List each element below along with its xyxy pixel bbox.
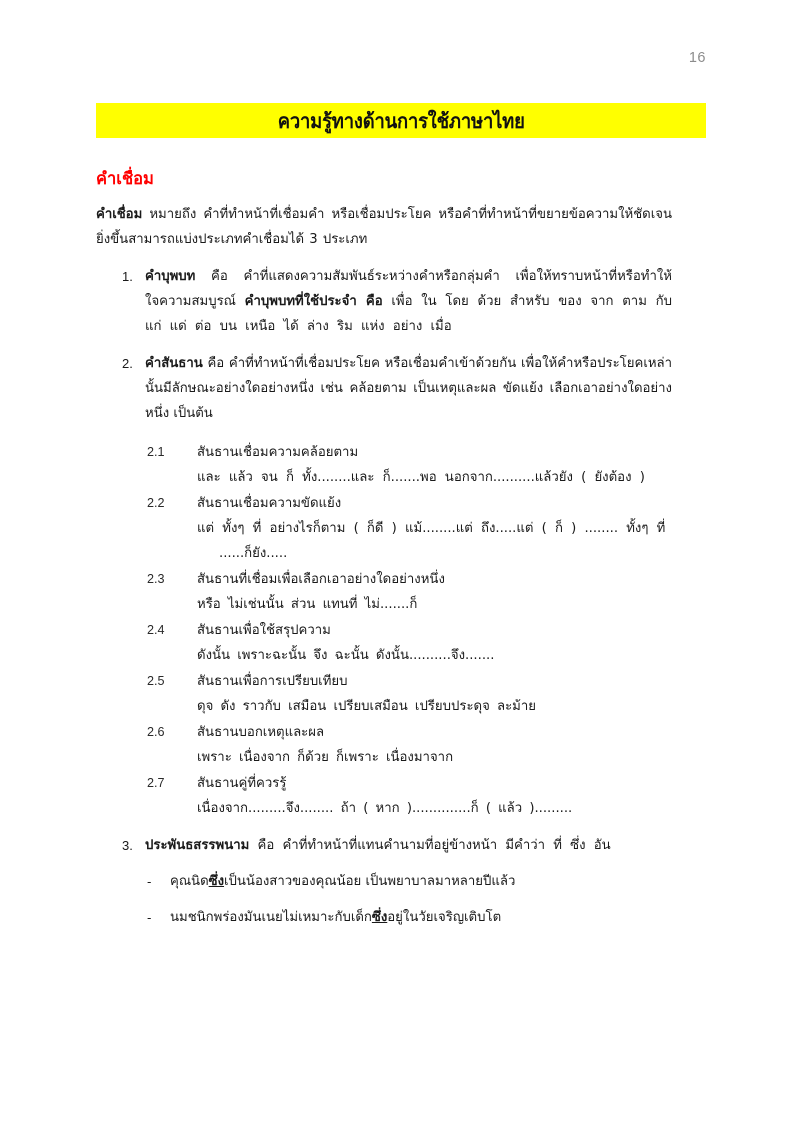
intro-body: หมายถึง คำที่ทำหน้าที่เชื่อมคำ หรือเชื่อมประโยค หรือคำที่ทำหน้าที่ขยายข้อความให้ชัดเจน ยิ่งขึ้นสามารถแบ่งประเภทคำเชื่อมได้ 3 ประเภท bbox=[96, 207, 672, 247]
dash-bullet-icon: - bbox=[147, 910, 152, 925]
section-heading: คำเชื่อม bbox=[96, 169, 154, 188]
sub-item-marker: 2.5 bbox=[147, 674, 165, 688]
example-sentence-1 bbox=[96, 869, 672, 894]
sub-item-2-7 bbox=[96, 771, 672, 821]
item-term: คำสันธาน bbox=[145, 356, 203, 371]
sentence-emphasis: ซึ่ง bbox=[208, 874, 225, 889]
sub-item-2-2 bbox=[96, 491, 672, 566]
sub-item-examples: แต่ ทั้งๆ ที่ อย่างไรก็ตาม ( ก็ดี ) แม้........แต่ ถึง.....แต่ ( ก็ ) ........ ทั้งๆ ที่ bbox=[197, 521, 666, 536]
sentence-part-before: นมชนิกพร่องมันเนยไม่เหมาะกับเด็ก bbox=[170, 910, 372, 925]
example-sentence-2 bbox=[96, 905, 672, 930]
sub-item-marker: 2.1 bbox=[147, 445, 165, 459]
sub-item-title: สันธานคู่ที่ควรรู้ bbox=[197, 776, 287, 791]
example-sentence-text bbox=[170, 869, 672, 894]
dash-bullet-icon: - bbox=[147, 874, 152, 889]
banner-title: ความรู้ทางด้านการใช้ภาษาไทย bbox=[277, 108, 525, 133]
sub-item-2-1 bbox=[96, 440, 672, 490]
sub-item-title: สันธานเพื่อใช้สรุปความ bbox=[197, 623, 331, 638]
numbered-item-2 bbox=[96, 351, 672, 426]
sub-item-title: สันธานที่เชื่อมเพื่อเลือกเอาอย่างใดอย่างหนึ่ง bbox=[197, 572, 445, 587]
sentence-part-before: คุณนิด bbox=[170, 874, 209, 889]
item-body bbox=[145, 833, 672, 858]
item-term: ประพันธสรรพนาม bbox=[145, 838, 250, 853]
sub-item-marker: 2.2 bbox=[147, 496, 165, 510]
example-sentence-list bbox=[96, 869, 672, 930]
sub-item-2-5 bbox=[96, 669, 672, 719]
page-number: 16 bbox=[688, 50, 706, 66]
sub-item-title: สันธานเชื่อมความคล้อยตาม bbox=[197, 445, 359, 460]
sub-item-examples: ดังนั้น เพราะฉะนั้น จึง ฉะนั้น ดังนั้น..........จึง....... bbox=[197, 648, 495, 663]
item-subterm: คำบุพบทที่ใช้ประจำ คือ bbox=[244, 294, 383, 309]
item-body bbox=[145, 351, 672, 426]
sub-item-marker: 2.7 bbox=[147, 776, 165, 790]
item-term: คำบุพบท bbox=[145, 269, 196, 284]
sentence-part-after: อยู่ในวัยเจริญเติบโต bbox=[387, 910, 502, 925]
sub-item-marker: 2.3 bbox=[147, 572, 165, 586]
sub-item-title: สันธานเพื่อการเปรียบเทียบ bbox=[197, 674, 348, 689]
item-definition: คือ คำที่แสดงความสัมพันธ์ระหว่างคำหรือกลุ่มคำ เพื่อให้ทราบหน้าที่หรือทำให้ใจความสมบูรณ์ bbox=[145, 269, 672, 309]
sub-item-examples: ดุจ ดัง ราวกับ เสมือน เปรียบเสมือน เปรียบประดุจ ละม้าย bbox=[197, 699, 537, 714]
item-definition: คือ คำที่ทำหน้าที่เชื่อมประโยค หรือเชื่อมคำเข้าด้วยกัน เพื่อให้คำหรือประโยคเหล่านั้นมีลักษณะอย่างใดอย่างหนึ่ง เช่น คล้อยตาม เป็นเหตุและผล ขัดแย้ง เลือกเอาอย่างใดอย่างหนึ่ง เป็นต้น bbox=[145, 356, 672, 421]
sub-item-2-4 bbox=[96, 618, 672, 668]
item-marker: 2. bbox=[122, 356, 133, 371]
example-sentence-text bbox=[170, 905, 672, 930]
numbered-item-1 bbox=[96, 264, 672, 339]
numbered-item-3 bbox=[96, 833, 672, 858]
sub-item-title: สันธานเชื่อมความขัดแย้ง bbox=[197, 496, 342, 511]
sub-item-list bbox=[96, 440, 672, 821]
sub-item-2-3 bbox=[96, 567, 672, 617]
intro-paragraph bbox=[96, 202, 672, 252]
intro-lead-term: คำเชื่อม bbox=[96, 207, 143, 222]
sub-item-examples: และ แล้ว จน ก็ ทั้ง........และ ก็.......พอ นอกจาก..........แล้วยัง ( ยังต้อง ) bbox=[197, 470, 645, 485]
sub-item-examples: เพราะ เนื่องจาก ก็ด้วย ก็เพราะ เนื่องมาจาก bbox=[197, 750, 454, 765]
sentence-emphasis: ซึ่ง bbox=[371, 910, 388, 925]
sub-item-examples-continued: ......ก็ยัง..... bbox=[219, 546, 288, 561]
item-marker: 1. bbox=[122, 269, 133, 284]
document-content bbox=[96, 168, 672, 930]
sub-item-examples: หรือ ไม่เช่นนั้น ส่วน แทนที่ ไม่.......ก็ bbox=[197, 597, 418, 612]
sub-item-marker: 2.4 bbox=[147, 623, 165, 637]
sentence-part-after: เป็นน้องสาวของคุณน้อย เป็นพยาบาลมาหลายปีแล้ว bbox=[224, 874, 516, 889]
item-body bbox=[145, 264, 672, 339]
item-definition: คือ คำที่ทำหน้าที่แทนคำนามที่อยู่ข้างหน้า มีคำว่า ที่ ซึ่ง อัน bbox=[257, 838, 611, 853]
title-banner bbox=[96, 103, 706, 138]
sub-item-title: สันธานบอกเหตุและผล bbox=[197, 725, 325, 740]
sub-item-examples: เนื่องจาก.........จึง........ ถ้า ( หาก )..............ก็ ( แล้ว )......... bbox=[197, 801, 573, 816]
item-examples: เพื่อ ใน โดย ด้วย สำหรับ ของ จาก ตาม กับ แก่ แด่ ต่อ บน เหนือ ได้ ล่าง ริม แห่ง อย่าง เมื่อ bbox=[145, 294, 672, 334]
item-marker: 3. bbox=[122, 838, 133, 853]
sub-item-2-6 bbox=[96, 720, 672, 770]
sub-item-marker: 2.6 bbox=[147, 725, 165, 739]
